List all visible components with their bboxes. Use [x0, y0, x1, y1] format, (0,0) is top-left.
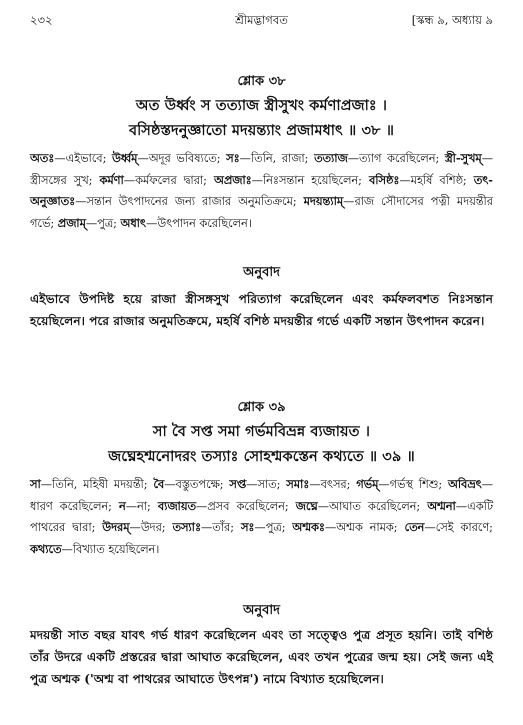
- synonym-meaning: —বস্তুতপক্ষে;: [164, 478, 230, 491]
- section-reference: [স্কন্ধ ৯, অধ্যায় ৯: [411, 13, 493, 27]
- synonym-meaning: —একটি পাথরের দ্বারা;: [30, 499, 493, 534]
- synonym-word: অপ্রজাঃ: [214, 172, 252, 187]
- synonym-word: অশ্মকঃ: [292, 520, 325, 534]
- synonym-meaning: —তাঁর;: [200, 521, 241, 534]
- verse-39-line-2: জঘ্নেহশ্মনোদরং তস্যাঃ সোহশ্মকস্তেন কথ্যতে ॥ ৩৯ ॥: [108, 448, 415, 465]
- verse-39-translation-heading: অনুবাদ: [243, 603, 280, 618]
- synonym-meaning: —পুত্র;: [85, 216, 121, 230]
- book-title: শ্রীমদ্ভাগবত: [235, 13, 288, 27]
- synonym-meaning: —উদর;: [129, 521, 173, 534]
- synonym-word: গর্ভম্: [356, 477, 379, 491]
- verse-38-line-2: বসিষ্ঠস্তদনুজ্ঞাতো মদয়ন্ত্যাং প্রজামধাৎ ॥ ৩৮ ॥: [128, 122, 394, 139]
- synonym-meaning: —বিখ্যাত হয়েছিলেন।: [61, 542, 160, 556]
- synonym-meaning: —তিনি, রাজা;: [239, 152, 315, 165]
- verse-38-translation: এইভাবে উপদিষ্ট হয়ে রাজা স্ত্রীসঙ্গসুখ পরিত্যাগ করেছিলেন এবং কর্মফলবশত নিঃসন্তান হয়েছিলেন। পরে রাজার অনুমতিক্রমে, মহর্ষি বশিষ্ঠ মদয়ন্তীর গর্ভে একটি সন্তান উৎপাদন করেন।: [30, 292, 493, 328]
- verse-39-line-1: সা বৈ সপ্ত সমা গর্ভমবিভ্রন্ন ব্যজায়ত ।: [152, 423, 371, 440]
- synonym-meaning: —তিনি, মহিষী মদয়ন্তী;: [40, 478, 154, 491]
- synonym-meaning: —বৎসর;: [309, 478, 357, 491]
- synonym-word: সা: [30, 477, 41, 491]
- verse-38-synonyms: [30, 148, 493, 234]
- synonym-word: তস্যাঃ: [172, 520, 201, 534]
- synonym-word: সঃ: [240, 520, 255, 534]
- synonym-meaning: —অশ্মক নামক;: [324, 521, 405, 534]
- synonym-meaning: —সন্তান উৎপাদনের জন্য রাজার অনুমতিক্রমে;: [75, 195, 304, 208]
- synonym-meaning: —স্ত্রীসঙ্গের সুখ;: [30, 152, 494, 187]
- synonym-word: স্ত্রী-সুখম্: [444, 151, 482, 165]
- synonym-meaning: —সাত;: [246, 478, 287, 491]
- synonym-meaning: —রাজ সৌদাসের পত্নী মদয়ন্তীর গর্ভে;: [30, 195, 493, 230]
- synonym-meaning: —নিঃসন্তান হয়েছিলেন;: [251, 173, 369, 187]
- synonym-meaning: —ত্যাগ করেছিলেন;: [347, 152, 445, 165]
- synonym-meaning: —অদূর ভবিষ্যতে;: [137, 152, 227, 165]
- synonym-meaning: —প্রসব করেছিলেন;: [195, 499, 296, 513]
- synonym-meaning: —গর্ভস্থ শিশু;: [378, 478, 449, 491]
- synonym-word: অধাৎ: [120, 215, 146, 230]
- synonym-word: তৎ-অনুজ্ঞাতঃ: [30, 172, 493, 208]
- synonym-word: বৈ: [153, 477, 165, 491]
- verse-39-synonyms: [30, 474, 493, 560]
- synonym-word: মদয়ন্ত্যাম্: [303, 194, 344, 208]
- synonym-word: সমাঃ: [286, 477, 310, 491]
- synonym-word: কর্মণা: [99, 172, 124, 187]
- synonym-word: উর্ধ্বম্: [111, 151, 138, 165]
- synonym-word: তেন: [404, 520, 425, 534]
- synonym-word: ব্যজায়ত: [157, 498, 196, 513]
- synonym-word: ন: [118, 498, 126, 513]
- synonym-word: কথ্যতে: [30, 541, 62, 556]
- synonym-meaning: —না;: [125, 499, 158, 513]
- synonym-meaning: —পুত্র;: [254, 521, 293, 534]
- verse-39-translation: মদয়ন্তী সাত বছর যাবৎ গর্ভ ধারণ করেছিলেন এবং তা সত্ত্বেও পুত্র প্রসূত হয়নি। তাই বশিষ্ঠ তাঁর উদরে একটি প্রস্তরের দ্বারা আঘাত করেছিলেন, এবং তখন পুত্রের জন্ম হয়। সেই জন্য এই পুত্র অশ্মক ('অশ্ম বা পাথরের আঘাতে উৎপন্ন') নামে বিখ্যাত হয়েছিলেন।: [30, 628, 493, 686]
- synonym-word: অশ্মনা: [427, 498, 456, 513]
- verse-38-line-1: অত উর্ধ্বং স তত্যাজ স্ত্রীসুখং কর্মণাপ্রজাঃ ।: [135, 97, 388, 114]
- verse-39-heading: শ্লোক ৩৯: [237, 400, 286, 415]
- synonym-word: অবিভ্রৎ: [448, 477, 482, 491]
- synonym-word: সঃ: [226, 151, 240, 165]
- synonym-word: সপ্ত: [229, 477, 247, 491]
- page: [30, 0, 493, 725]
- verse-38-heading: শ্লোক ৩৮: [237, 74, 286, 89]
- synonym-meaning: —ধারণ করেছিলেন;: [30, 478, 493, 513]
- verse-38-translation-heading: অনুবাদ: [243, 265, 280, 280]
- page-number: ২৩২: [30, 13, 53, 27]
- synonym-meaning: —সেই কারণে;: [424, 521, 493, 534]
- synonym-meaning: —কর্মফলের দ্বারা;: [123, 173, 215, 187]
- synonym-meaning: —আঘাত করেছিলেন;: [317, 499, 428, 513]
- page-header: [30, 8, 493, 30]
- synonym-meaning: —উৎপাদন করেছিলেন।: [145, 216, 252, 230]
- synonym-word: জঘ্নে: [295, 498, 318, 513]
- synonym-word: তত্যাজ: [314, 151, 348, 165]
- synonym-word: বসিষ্ঠঃ: [369, 172, 400, 187]
- synonym-word: উদরম্: [102, 520, 130, 534]
- synonym-word: অতঃ: [30, 151, 55, 165]
- synonym-meaning: —এইভাবে;: [54, 152, 112, 165]
- synonym-word: প্রজাম্: [57, 215, 86, 230]
- synonym-meaning: —মহর্ষি বশিষ্ঠ;: [399, 173, 474, 187]
